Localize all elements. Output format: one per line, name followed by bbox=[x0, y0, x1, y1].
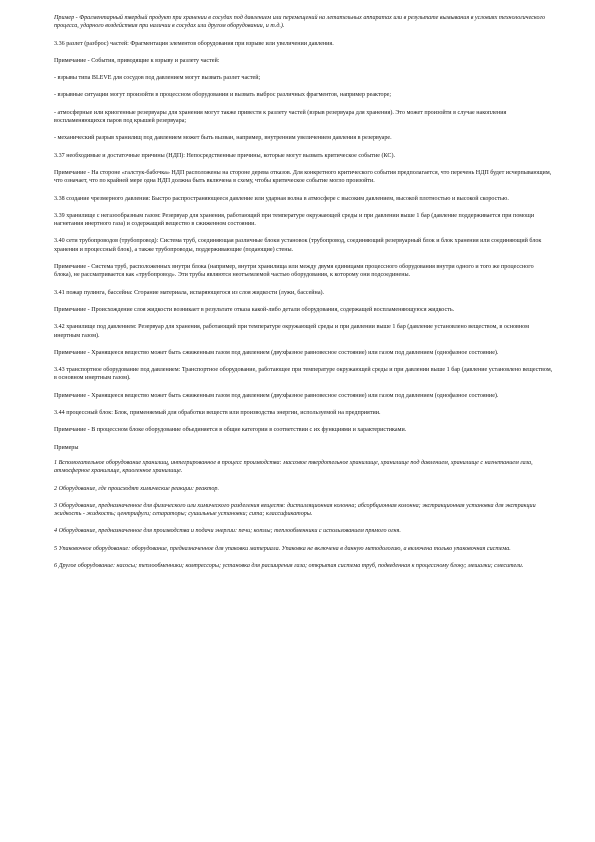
paragraph: 3.37 необходимые и достаточные причины (НДП): Непосредственные причины, которые могут вызвать критическое событие (КС). bbox=[54, 152, 396, 159]
paragraph: 3.36 разлет (разброс) частей: Фрагментация элементов оборудования при взрыве или увеличении давления. bbox=[54, 40, 334, 47]
paragraph: - взрывы типа BLEVE для сосудов под давлением могут вызвать разлет частей; bbox=[54, 75, 261, 82]
paragraph: Примечание - Хранящееся вещество может быть сжиженным газом под давлением (двухфазное равновесное состояние) или газом под давлением (однофазное состояние). bbox=[54, 392, 499, 399]
paragraph: 3.38 создание чрезмерного давления: Быстро распространяющееся давление или ударная волна в атмосфере с высоким давлением, высокой плотностью и высокой скоростью. bbox=[54, 195, 509, 202]
paragraph: Пример - Фрагментарный твердый продукт при хранении в сосудах под давлением или перемещений на летательных аппаратах или в результате вымывания в условиях технологического процесса, ударного воздействия при наличии в сосудах или другом оборудовании, и т.д.). bbox=[54, 15, 545, 30]
paragraph: 1 Вспомогательное оборудование хранилищ, интегрированное в процесс производства: массовое твердотельное хранилище, хранилище под давлением, хранилище с нагнетанием газа, атмосферное хранилище, криогенное хранилище. bbox=[54, 459, 533, 475]
paragraph: 2 Оборудование, где происходят химические реакции: реактор. bbox=[54, 485, 220, 492]
paragraph: 3 Оборудование, предназначенное для физического или химического разделения веществ: дистилляционная колонна; абсорбционная колонна; экстракционная установка для экстракции жидкость - жидкость; центрифуги; сепараторы; сушильные установки; сита; классификаторы. bbox=[54, 502, 536, 518]
paragraph: 3.43 транспортное оборудование под давлением: Транспортное оборудование, работающее при температуре окружающей среды и при давлении выше 1 бар (давление установлено веществом, в основном инертным газом). bbox=[54, 367, 553, 382]
paragraph: 3.39 хранилище с негазообразным газом: Резервуар для хранения, работающий при температуре окружающей среды и при давлении выше 1 бар (давление поддерживается при помощи нагнетания инертного газа) и содержащий вещество в сжиженном состоянии. bbox=[54, 212, 535, 228]
paragraph: 5 Упаковочное оборудование: оборудование, предназначенное для упаковки материала. Упаковка не включена в данную методологию, а включена только упаковочная система. bbox=[54, 545, 511, 552]
paragraph: 3.41 пожар пулинга, бассейна: Сгорание материала, испаряющегося из слоя жидкости (лужи, бассейна). bbox=[54, 289, 325, 296]
paragraph: Примечание - В процессном блоке оборудование объединяется в общие категории в соответствии с их функциями и характеристиками. bbox=[54, 427, 407, 434]
paragraph: - атмосферные или криогенные резервуары для хранения могут также привести к разлету частей (взрыв резервуара для хранения). Это может произойти в случае накопления воспламеняющихся паров под крышей резервуара; bbox=[54, 109, 507, 125]
paragraph: 3.42 хранилище под давлением: Резервуар для хранения, работающий при температуре окружающей среды и при давлении выше 1 бар (давление установлено веществом, в основном инертным газом). bbox=[54, 324, 529, 339]
paragraph: 3.40 сети трубопроводов (трубопровод): Система труб, соединяющая различные блоки установок (трубопровод, соединяющий резервуарный блок и блок хранения или соединяющий блок хранения и процессный блок), а также трубопроводы, поддерживающие (подающие) стены. bbox=[54, 238, 542, 253]
paragraph: - взрывные ситуации могут произойти в процессном оборудовании и вызвать выброс различных фрагментов, например реакторе; bbox=[54, 92, 392, 99]
paragraph: Примечание - Происхождение слоя жидкости возникает в результате отказа какой-либо детали оборудования, содержащей воспламеняющуюся жидкость. bbox=[54, 306, 455, 313]
paragraph: 4 Оборудование, предназначенное для производства и подачи энергии: печи; котлы; теплообменники с использованием прямого огня. bbox=[54, 528, 401, 535]
paragraph: Примечание - Хранящееся вещество может быть сжиженным газом под давлением (двухфазное равновесное состояние) или газом под давлением (однофазное состояние). bbox=[54, 349, 499, 356]
paragraph: Примечание - События, приводящие к взрыву и разлету частей: bbox=[54, 57, 220, 64]
paragraph: Примеры bbox=[54, 444, 79, 451]
paragraph: 3.44 процессный блок: Блок, применяемый для обработки веществ или производства энергии, используемой на предприятии. bbox=[54, 410, 381, 417]
paragraph: 6 Другое оборудование: насосы; теплообменники; компрессоры; установка для расширения газа; открытая система труб, подведенная к процессному блоку; мешалки; смесители. bbox=[54, 562, 524, 569]
paragraph: Примечание - На стороне «галстук-бабочка» НДП расположены на стороне дерева отказов. Для конкретного критического события предполагается, что перечень НДП будет исчерпывающим, что означает, что по крайней мере одна НДП должна быть включена в схему, чтобы критическое событие могло произойти. bbox=[54, 169, 552, 185]
paragraph: Примечание - Система труб, расположенных внутри блока (например, внутри хранилища или между двумя единицами процессного оборудования внутри одного и того же процессного блока), не рассматривается как «трубопровод». Эти трубы являются неотъемлемой частью оборудования, к которому они подсоединены. bbox=[54, 264, 534, 279]
paragraph: - механический разрыв хранилищ под давлением может быть вызван, например, внутренним увеличением давления в резервуаре. bbox=[54, 135, 392, 142]
